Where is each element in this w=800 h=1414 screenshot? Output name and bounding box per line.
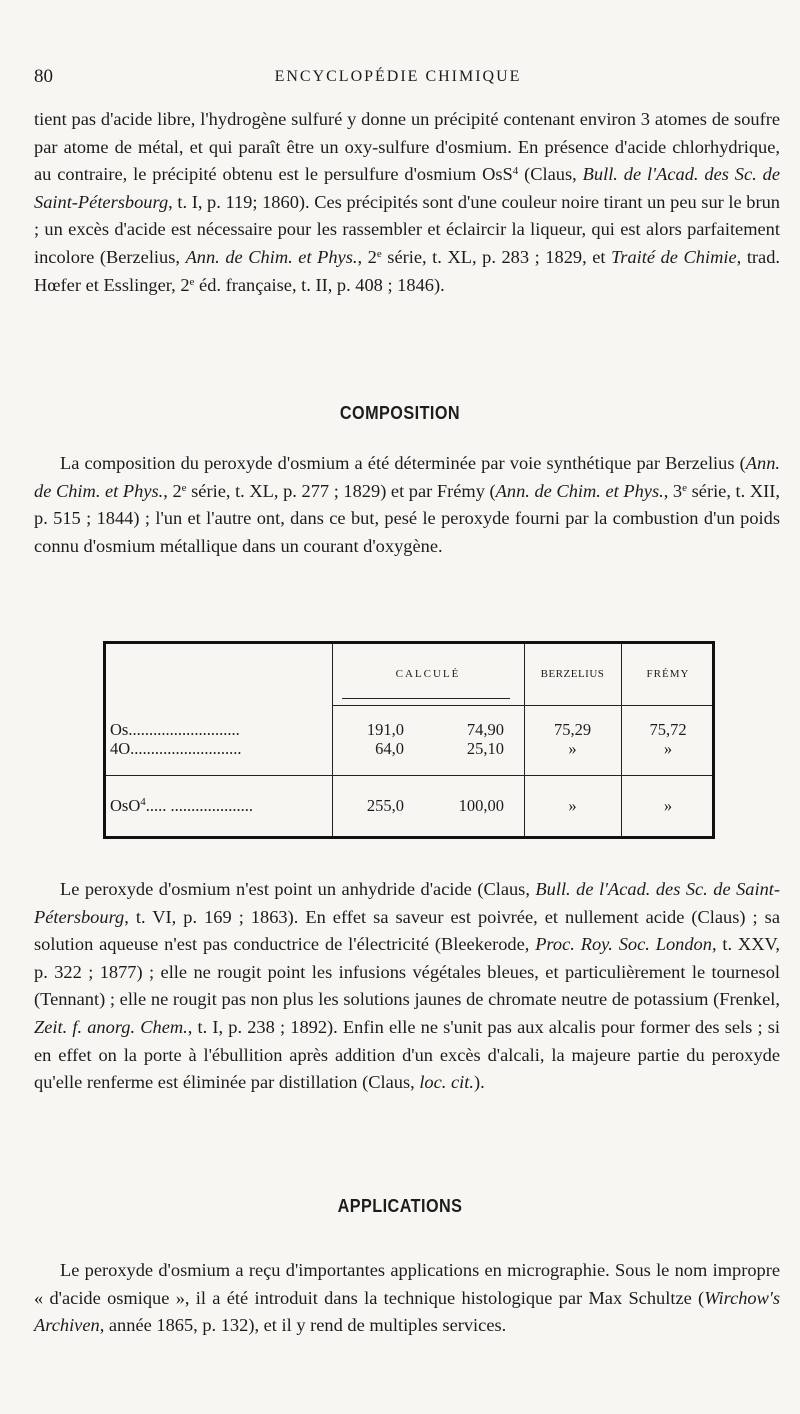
citation-title: Bull. de l'Acad. des Sc. de Saint-Pétersbourg	[34, 879, 781, 927]
text-run: , 2	[163, 480, 182, 501]
text-run: La composition du peroxyde d'osmium a été déterminée par voie synthétique par Berzelius (	[60, 453, 746, 473]
text-run: , année 1865, p. 132), et il y rend de multiples services.	[99, 1315, 507, 1336]
text-run: série, t. XII, p. 515 ; 1844) ; l'un et l'autre ont, dans ce but, pesé le peroxyde fourni par la combustion d'un poids connu d'osmium métallique dans un courant d'oxygène.	[34, 480, 780, 556]
text-run: , t. I, p. 238 ; 1892). Enfin elle ne s'unit pas aux alcalis pour former des sels ; si en effet on la porte à l'ébullition après addition d'un excès d'alcali, la majeure partie du peroxyde qu'elle renferme est éliminée par distillation (Claus,	[34, 1016, 780, 1093]
cell-4o-fremy: »	[663, 739, 673, 758]
text-run: série, t. XL, p. 283 ; 1829, et	[381, 246, 612, 267]
cell-os-fremy: 75,72	[649, 720, 687, 739]
text-run: série, t. XL, p. 277 ; 1829) et par Frémy (	[186, 480, 496, 501]
citation-title: Ann. de Chim. et Phys.	[34, 453, 780, 501]
text-run: , 3	[663, 480, 683, 501]
cell-oso4-calc-mass: 255,0	[366, 796, 404, 815]
cell-os-calc-mass: 191,0	[366, 720, 404, 739]
text-run: , t. XXV, p. 322 ; 1877) ; elle ne rougit point les infusions végétales bleues, et particulièrement le tournesol (Tennant) ; elle ne rougit pas non plus les solutions jaunes de chromate neutre de potassium (Frenkel,	[34, 934, 780, 1010]
cell-oso4-calc-pct: 100,00	[458, 796, 504, 815]
applications-paragraph	[34, 1257, 780, 1340]
composition-heading: COMPOSITION	[339, 403, 461, 423]
superscript: 4	[512, 165, 519, 178]
cell-os-calc-pct: 74,90	[466, 720, 504, 739]
header-fremy: FRÉMY	[646, 668, 690, 680]
text-run: , t. VI, p. 169 ; 1863). En effet sa saveur est poivrée, et nullement acide (Claus) ; sa solution aqueuse n'est pas conductrice de l'électricité (Bleekerode,	[34, 906, 780, 955]
superscript: e	[189, 275, 195, 288]
composition-paragraph	[34, 450, 780, 560]
cell-oso4-fremy: »	[663, 796, 673, 815]
text-run: éd. française, t. II, p. 408 ; 1846).	[194, 274, 445, 295]
citation-title: Ann. de Chim. et Phys.	[185, 246, 358, 267]
superscript: e	[181, 481, 187, 494]
text-run: tient pas d'acide libre, l'hydrogène sulfuré y donne un précipité contenant environ 3 atomes de soufre par atome de métal, et qui paraît être un oxy-sulfure d'osmium. En présence d'acide chlorhydrique, au contraire, le précipité obtenu est le persulfure d'osmium OsS	[34, 109, 780, 185]
cell-os-berzelius: 75,29	[553, 720, 592, 739]
brace-rule	[342, 698, 510, 699]
citation-title: Bull. de l'Acad. des Sc. de Saint-Pétersbourg	[34, 164, 781, 212]
row-label-4o: 4O...........................	[110, 739, 242, 758]
header-berzelius: BERZELIUS	[540, 668, 605, 680]
text-run: , t. I, p. 119; 1860). Ces précipités sont d'une couleur noire tirant un peu sur le brun ; un excès d'acide est nécessaire pour les rassembler et éclaircir la liqueur, qui est alors parfaitement incolore (Berzelius,	[34, 191, 780, 267]
text-run: Le peroxyde d'osmium a reçu d'importantes applications en micrographie. Sous le nom impropre « d'acide osmique », il a été introduit dans la technique histologique par Max Schultze (	[34, 1260, 780, 1308]
page-header	[30, 66, 766, 92]
cell-4o-berzelius: »	[568, 739, 577, 758]
citation-title: loc. cit.	[419, 1072, 474, 1093]
running-title: ENCYCLOPÉDIE CHIMIQUE	[274, 68, 522, 85]
cell-4o-calc-pct: 25,10	[466, 739, 504, 758]
text-run: , trad. Hœfer et Esslinger, 2	[34, 246, 781, 295]
text-run: Le peroxyde d'osmium n'est point un anhydride d'acide (Claus,	[60, 879, 536, 899]
citation-title: Wirchow's Archiven	[34, 1287, 780, 1336]
citation-title: Ann. de Chim. et Phys.	[495, 480, 664, 501]
row-label-oso4: OsO$^4$..... ....................	[110, 796, 254, 815]
citation-title: Proc. Roy. Soc. London	[535, 934, 712, 955]
citation-title: Zeit. f. anorg. Chem.	[34, 1016, 188, 1037]
sum-rule	[106, 775, 712, 776]
header-calcule: CALCULÉ	[395, 668, 461, 680]
applications-heading: APPLICATIONS	[337, 1196, 463, 1216]
citation-title: Traité de Chimie	[611, 246, 737, 267]
row-label-os: Os...........................	[110, 720, 240, 739]
intro-paragraph	[34, 106, 780, 299]
superscript: e	[376, 247, 382, 260]
superscript: e	[682, 481, 688, 494]
header-rule	[332, 705, 712, 706]
text-run: ).	[473, 1072, 485, 1093]
cell-4o-calc-mass: 64,0	[375, 739, 404, 758]
text-run: , 2	[357, 246, 377, 267]
properties-paragraph	[34, 876, 780, 1097]
composition-table	[103, 641, 715, 839]
page-number: 80	[34, 66, 53, 87]
text-run: (Claus,	[518, 164, 583, 185]
cell-oso4-berzelius: »	[568, 796, 577, 815]
